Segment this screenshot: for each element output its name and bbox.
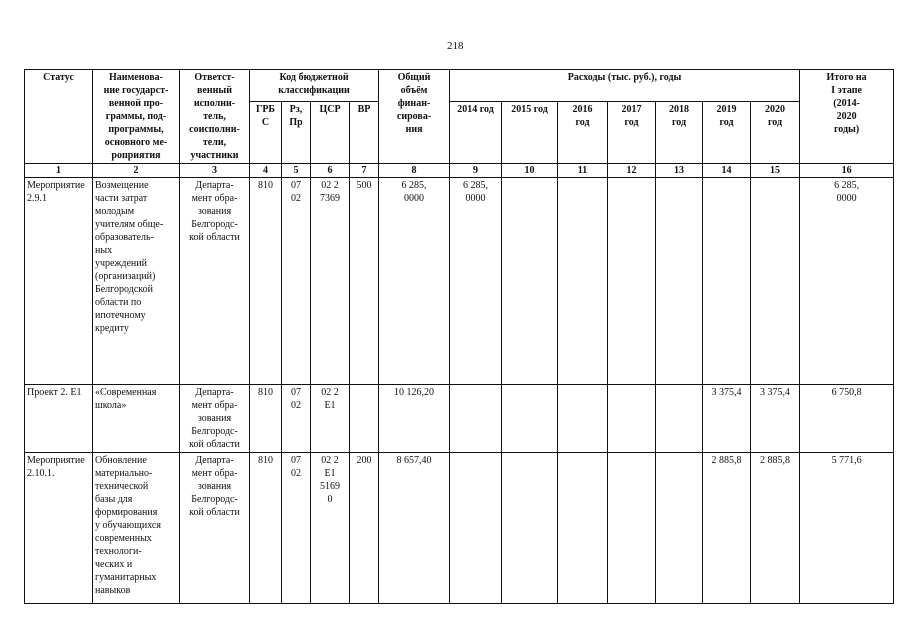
row-year-2018: [656, 385, 703, 453]
row-year-2020: 3 375,4: [751, 385, 800, 453]
table-row: [25, 385, 894, 453]
row-year-2020: 2 885,8: [751, 453, 800, 604]
row-year-2015: [502, 453, 558, 604]
row-year-2018: [656, 453, 703, 604]
row-status: Мероприятие 2.9.1: [25, 178, 93, 385]
row-csr: 02 2 7369: [311, 178, 350, 385]
row-year-2015: [502, 385, 558, 453]
row-year-2019: [703, 178, 751, 385]
column-number: 12: [608, 164, 656, 178]
row-year-2017: [608, 453, 656, 604]
row-year-2019: 3 375,4: [703, 385, 751, 453]
row-year-2017: [608, 385, 656, 453]
column-number: 16: [800, 164, 894, 178]
row-rzpr: 07 02: [282, 453, 311, 604]
header-year-2018: 2018 год: [656, 102, 703, 164]
header-rzpr: Рз, Пр: [282, 102, 311, 164]
header-year-2014: 2014 год: [450, 102, 502, 164]
column-number: 7: [350, 164, 379, 178]
column-number: 4: [250, 164, 282, 178]
page-number: 218: [447, 40, 464, 52]
row-year-2016: [558, 385, 608, 453]
row-vr: 200: [350, 453, 379, 604]
header-year-2019: 2019 год: [703, 102, 751, 164]
header-year-2016: 2016 год: [558, 102, 608, 164]
header-total-funding: Общий объём финан- сирова- ния: [379, 70, 450, 164]
row-year-2019: 2 885,8: [703, 453, 751, 604]
header-expenses: Расходы (тыс. руб.), годы: [450, 70, 800, 102]
header-vr: ВР: [350, 102, 379, 164]
table-row: [25, 178, 894, 385]
table-row: [25, 453, 894, 604]
row-year-2016: [558, 453, 608, 604]
row-csr: 02 2 Е1 5169 0: [311, 453, 350, 604]
column-number: 6: [311, 164, 350, 178]
header-year-2017: 2017 год: [608, 102, 656, 164]
column-number-row: [25, 164, 894, 178]
column-number: 15: [751, 164, 800, 178]
row-rzpr: 07 02: [282, 178, 311, 385]
header-status: Статус: [25, 70, 93, 164]
row-responsible: Департа- мент обра- зования Белгородс- кой области: [180, 385, 250, 453]
header-name: Наименова- ние государст- венной про- граммы, под- программы, основного ме- роприятия: [93, 70, 180, 164]
budget-table: [24, 69, 894, 604]
row-grbs: 810: [250, 385, 282, 453]
row-total: 10 126,20: [379, 385, 450, 453]
row-grbs: 810: [250, 178, 282, 385]
row-status: Проект 2. Е1: [25, 385, 93, 453]
row-year-2014: 6 285, 0000: [450, 178, 502, 385]
header-csr: ЦСР: [311, 102, 350, 164]
row-year-2020: [751, 178, 800, 385]
row-year-2016: [558, 178, 608, 385]
header-stage-total: Итого на I этапе (2014- 2020 годы): [800, 70, 894, 164]
row-year-2018: [656, 178, 703, 385]
column-number: 3: [180, 164, 250, 178]
column-number: 8: [379, 164, 450, 178]
row-csr: 02 2 Е1: [311, 385, 350, 453]
row-rzpr: 07 02: [282, 385, 311, 453]
row-total: 8 657,40: [379, 453, 450, 604]
column-number: 14: [703, 164, 751, 178]
column-number: 1: [25, 164, 93, 178]
header-year-2020: 2020 год: [751, 102, 800, 164]
row-year-2014: [450, 385, 502, 453]
header-year-2015: 2015 год: [502, 102, 558, 164]
header-responsible: Ответст- венный исполни- тель, соисполни- тели, участники: [180, 70, 250, 164]
header-budget-code: Код бюджетной классификации: [250, 70, 379, 102]
column-number: 10: [502, 164, 558, 178]
row-stage-total: 6 285, 0000: [800, 178, 894, 385]
row-responsible: Департа- мент обра- зования Белгородс- кой области: [180, 453, 250, 604]
header-row: [25, 70, 894, 102]
row-vr: [350, 385, 379, 453]
row-stage-total: 5 771,6: [800, 453, 894, 604]
header-grbs: ГРБ С: [250, 102, 282, 164]
row-total: 6 285, 0000: [379, 178, 450, 385]
row-status: Мероприятие 2.10.1.: [25, 453, 93, 604]
row-year-2014: [450, 453, 502, 604]
row-name: «Современная школа»: [93, 385, 180, 453]
column-number: 13: [656, 164, 703, 178]
column-number: 9: [450, 164, 502, 178]
row-responsible: Департа- мент обра- зования Белгородс- кой области: [180, 178, 250, 385]
column-number: 11: [558, 164, 608, 178]
row-grbs: 810: [250, 453, 282, 604]
row-year-2017: [608, 178, 656, 385]
row-name: Обновление материально- технической базы для формирования у обучающихся современных технологи- ческих и гуманитарных навыков: [93, 453, 180, 604]
column-number: 2: [93, 164, 180, 178]
row-stage-total: 6 750,8: [800, 385, 894, 453]
column-number: 5: [282, 164, 311, 178]
row-name: Возмещение части затрат молодым учителям обще- образователь- ных учреждений (организаций) Белгородской области по ипотечному кредиту: [93, 178, 180, 385]
row-vr: 500: [350, 178, 379, 385]
row-year-2015: [502, 178, 558, 385]
